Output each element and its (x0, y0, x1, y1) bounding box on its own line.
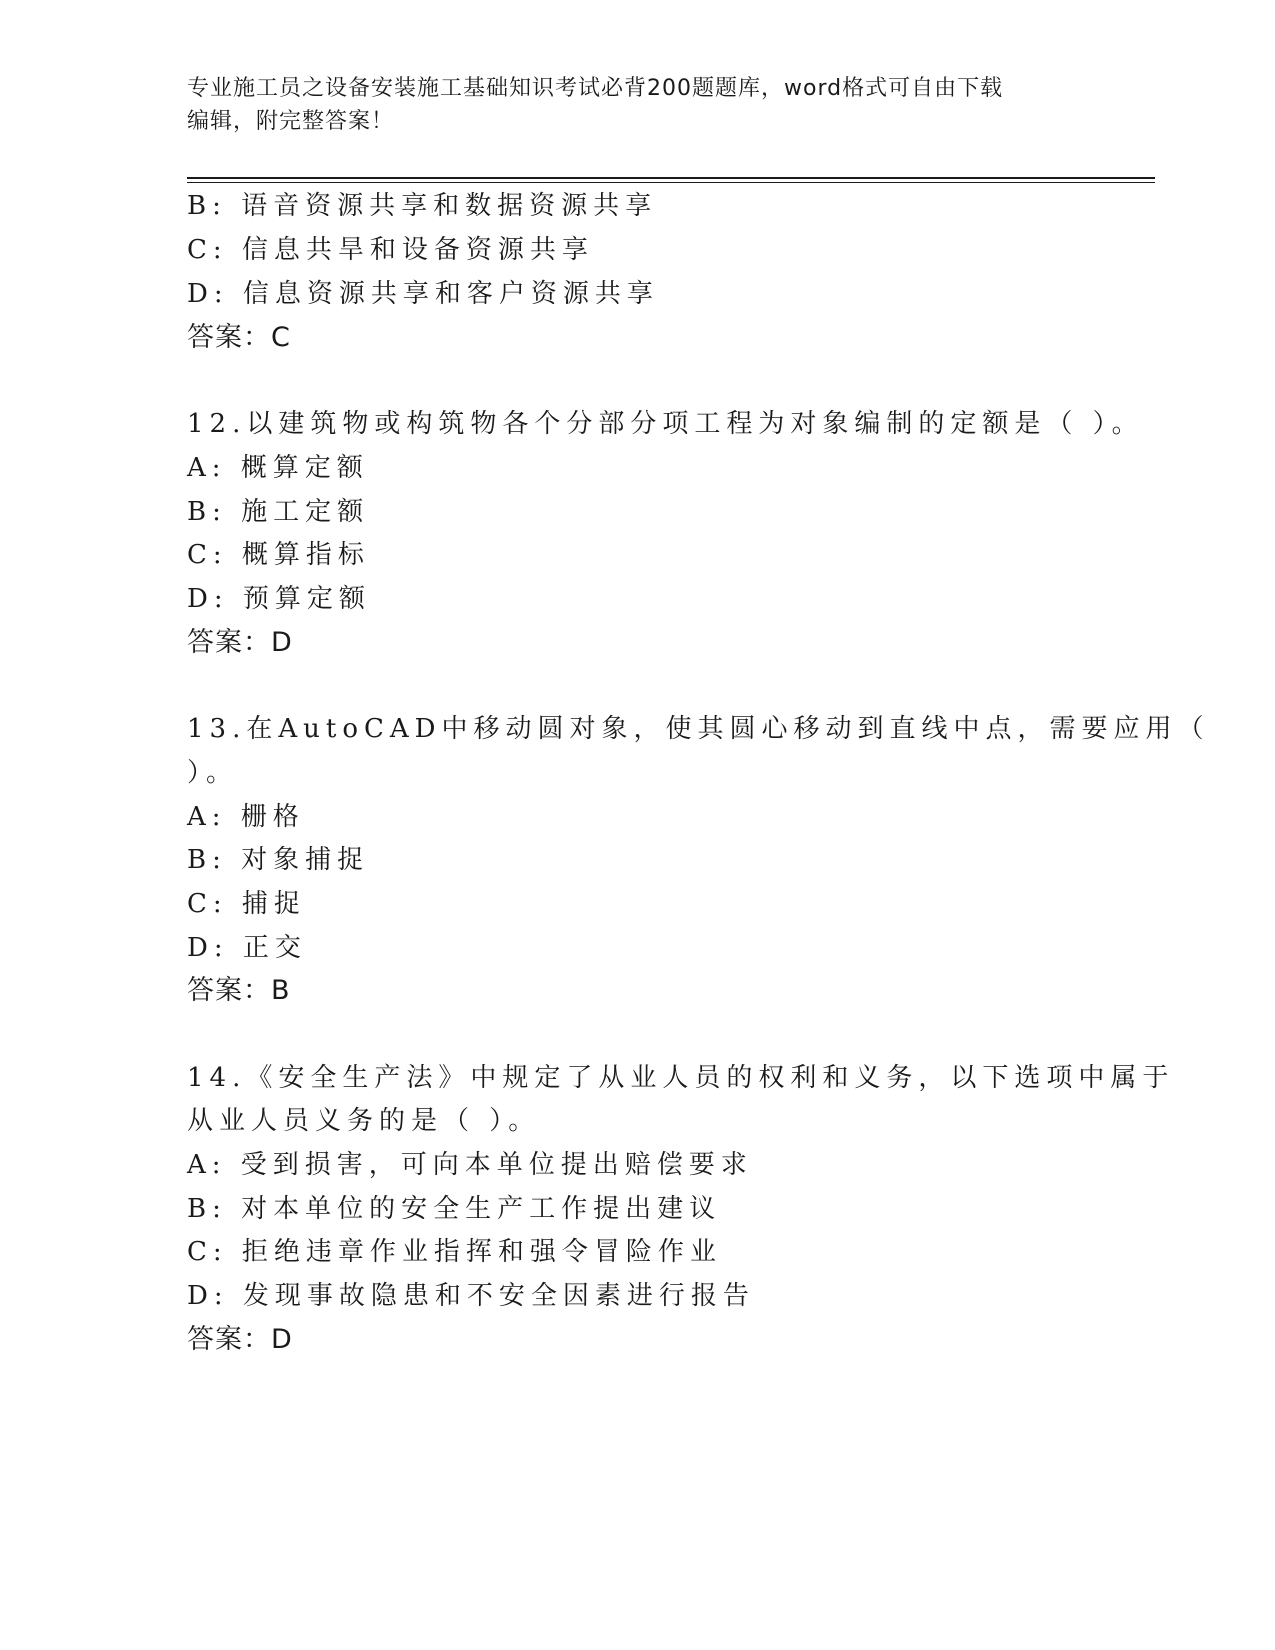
q13-option-a: A: 栅格 (187, 802, 305, 832)
q12-answer: 答案：D (187, 627, 293, 658)
q13-option-b: B: 对象捕捉 (187, 845, 370, 875)
q11-option-c: C: 信息共旱和设备资源共享 (187, 235, 594, 265)
q12-option-d: D: 预算定额 (187, 584, 371, 614)
q12-option-b: B: 施工定额 (187, 497, 370, 527)
q14-stem-line-2: 从业人员义务的是（ ）。 (187, 1106, 541, 1136)
document-header (187, 72, 1087, 138)
q13-option-c: C: 捕捉 (187, 889, 306, 919)
header-title-line-1: 专业施工员之设备安装施工基础知识考试必背200题题库，word格式可自由下载 (187, 76, 1004, 101)
q14-stem-line-1: 14.《安全生产法》中规定了从业人员的权利和义务，以下选项中属于 (187, 1063, 1175, 1093)
q11-option-b: B: 语音资源共享和数据资源共享 (187, 191, 658, 221)
header-divider-thick (187, 177, 1155, 179)
q13-answer: 答案：B (187, 975, 291, 1006)
q14-option-b: B: 对本单位的安全生产工作提出建议 (187, 1194, 722, 1224)
q13-stem-line-2: ）。 (187, 758, 239, 788)
q14-option-a: A: 受到损害，可向本单位提出赔偿要求 (187, 1150, 753, 1180)
q11-option-d: D: 信息资源共享和客户资源共享 (187, 279, 659, 309)
q13-stem-line-1: 13.在AutoCAD中移动圆对象，使其圆心移动到直线中点，需要应用（ (187, 714, 1210, 744)
q14-option-c: C: 拒绝违章作业指挥和强令冒险作业 (187, 1237, 722, 1267)
header-title-line-2: 编辑，附完整答案！ (187, 109, 395, 134)
q12-option-c: C: 概算指标 (187, 540, 370, 570)
q13-option-d: D: 正交 (187, 933, 307, 963)
q14-answer: 答案：D (187, 1324, 293, 1355)
q14-option-d: D: 发现事故隐患和不安全因素进行报告 (187, 1281, 755, 1311)
q11-answer: 答案：C (187, 322, 291, 353)
q12-stem: 12.以建筑物或构筑物各个分部分项工程为对象编制的定额是（ ）。 (187, 409, 1144, 439)
q12-option-a: A: 概算定额 (187, 453, 369, 483)
header-divider-thin (187, 182, 1155, 183)
